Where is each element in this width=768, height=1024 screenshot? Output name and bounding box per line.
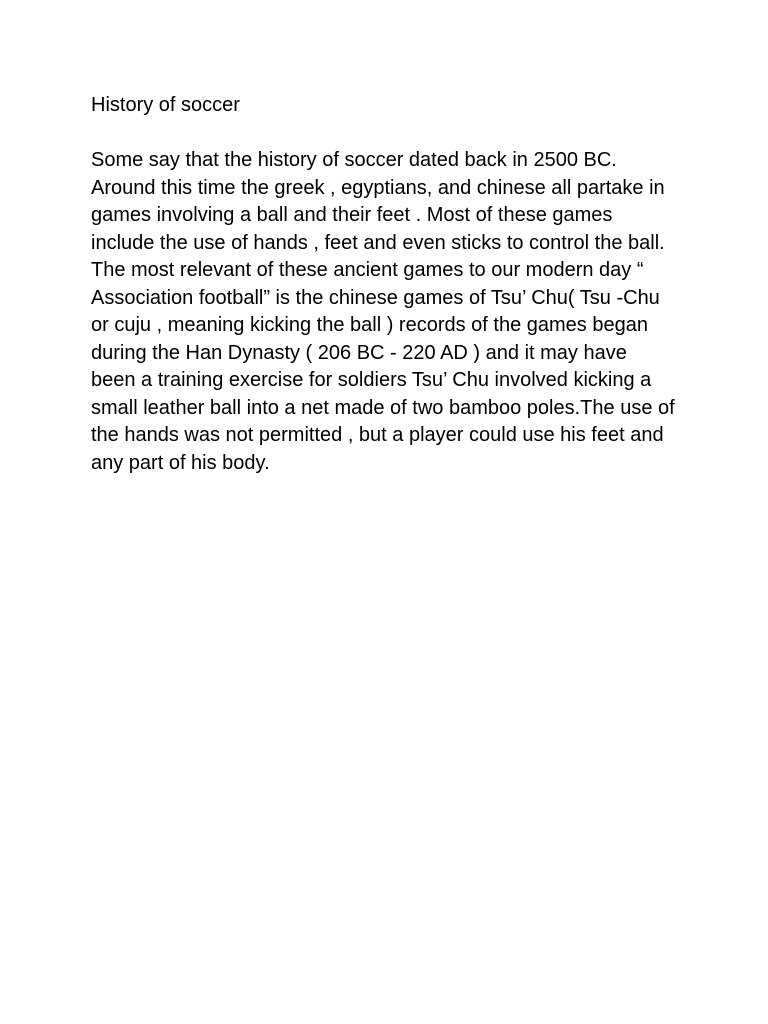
body-line: include the use of hands , feet and even sticks to control the ball. [91,231,665,254]
body-line: been a training exercise for soldiers Tsu’ Chu involved kicking a [91,369,652,391]
body-paragraph [91,147,701,477]
body-line: Some say that the history of soccer dated back in 2500 BC. [91,149,617,171]
body-line: any part of his body. [91,451,270,474]
document-title: History of soccer [91,94,240,116]
body-line: The most relevant of these ancient games to our modern day “ [91,259,644,281]
body-line: or cuju , meaning kicking the ball ) records of the games began [91,314,648,336]
body-line: Association football” is the chinese games of Tsu’ Chu( Tsu -Chu [91,286,660,309]
body-line: games involving a ball and their feet . Most of these games [91,204,613,226]
body-line: the hands was not permitted , but a player could use his feet and [91,424,664,446]
body-line: Around this time the greek , egyptians, and chinese all partake in [91,176,665,199]
body-line: during the Han Dynasty ( 206 BC - 220 AD ) and it may have [91,341,627,364]
document-content [91,92,701,477]
body-line: small leather ball into a net made of two bamboo poles.The use of [91,396,675,419]
